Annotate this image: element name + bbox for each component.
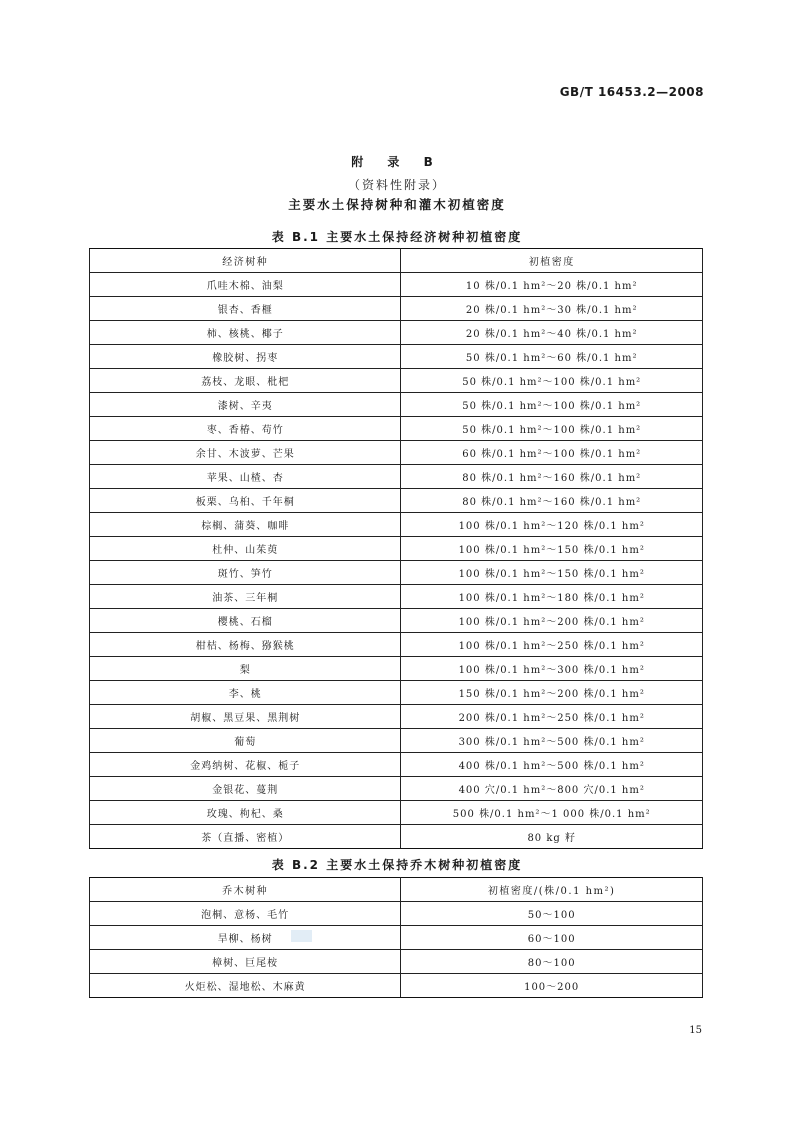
column-header-species: 乔木树种 bbox=[90, 878, 401, 902]
table-row bbox=[90, 777, 703, 801]
density-cell: 50 株/0.1 hm²～100 株/0.1 hm² bbox=[401, 393, 703, 417]
table-header-row bbox=[90, 249, 703, 273]
density-cell: 500 株/0.1 hm²～1 000 株/0.1 hm² bbox=[401, 801, 703, 825]
column-header-species: 经济树种 bbox=[90, 249, 401, 273]
species-cell: 火炬松、湿地松、木麻黄 bbox=[90, 974, 401, 998]
table-row bbox=[90, 609, 703, 633]
appendix-subtitle: （资料性附录） bbox=[347, 178, 446, 192]
species-cell: 爪哇木棉、油梨 bbox=[90, 273, 401, 297]
species-cell: 油茶、三年桐 bbox=[90, 585, 401, 609]
density-cell: 400 株/0.1 hm²～500 株/0.1 hm² bbox=[401, 753, 703, 777]
density-cell: 300 株/0.1 hm²～500 株/0.1 hm² bbox=[401, 729, 703, 753]
column-header-density: 初植密度/(株/0.1 hm²) bbox=[401, 878, 703, 902]
appendix-title: 附 录 B bbox=[351, 155, 443, 169]
density-cell: 400 穴/0.1 hm²～800 穴/0.1 hm² bbox=[401, 777, 703, 801]
arbor-tree-density-table bbox=[89, 877, 703, 998]
economic-tree-density-table bbox=[89, 248, 703, 849]
species-cell: 泡桐、意杨、毛竹 bbox=[90, 902, 401, 926]
standard-code: GB/T 16453.2—2008 bbox=[559, 85, 704, 99]
table-row bbox=[90, 297, 703, 321]
table-row bbox=[90, 753, 703, 777]
density-cell: 100 株/0.1 hm²～150 株/0.1 hm² bbox=[401, 537, 703, 561]
table-row bbox=[90, 561, 703, 585]
table-header-row bbox=[90, 878, 703, 902]
density-cell: 60～100 bbox=[401, 926, 703, 950]
table1-caption: 表 B.1 主要水土保持经济树种初植密度 bbox=[271, 230, 523, 244]
species-cell: 金鸡纳树、花椒、栀子 bbox=[90, 753, 401, 777]
species-cell: 李、桃 bbox=[90, 681, 401, 705]
table-row bbox=[90, 393, 703, 417]
species-cell: 银杏、香榧 bbox=[90, 297, 401, 321]
density-cell: 100 株/0.1 hm²～200 株/0.1 hm² bbox=[401, 609, 703, 633]
table-row bbox=[90, 369, 703, 393]
density-cell: 50 株/0.1 hm²～60 株/0.1 hm² bbox=[401, 345, 703, 369]
table-row bbox=[90, 902, 703, 926]
density-cell: 100～200 bbox=[401, 974, 703, 998]
density-cell: 150 株/0.1 hm²～200 株/0.1 hm² bbox=[401, 681, 703, 705]
table-row bbox=[90, 345, 703, 369]
density-cell: 100 株/0.1 hm²～120 株/0.1 hm² bbox=[401, 513, 703, 537]
table-row bbox=[90, 441, 703, 465]
species-cell: 橡胶树、拐枣 bbox=[90, 345, 401, 369]
page-number: 15 bbox=[689, 1025, 702, 1036]
species-cell: 余甘、木波萝、芒果 bbox=[90, 441, 401, 465]
species-cell: 枣、香椿、苟竹 bbox=[90, 417, 401, 441]
table-row bbox=[90, 633, 703, 657]
species-cell: 樟树、巨尾桉 bbox=[90, 950, 401, 974]
species-cell: 漆树、辛夷 bbox=[90, 393, 401, 417]
column-header-density: 初植密度 bbox=[401, 249, 703, 273]
density-cell: 80 株/0.1 hm²～160 株/0.1 hm² bbox=[401, 489, 703, 513]
species-cell: 斑竹、笋竹 bbox=[90, 561, 401, 585]
table-row bbox=[90, 681, 703, 705]
table-row bbox=[90, 465, 703, 489]
density-cell: 80 株/0.1 hm²～160 株/0.1 hm² bbox=[401, 465, 703, 489]
watermark-stamp bbox=[291, 930, 312, 942]
species-cell: 棕榈、蒲葵、咖啡 bbox=[90, 513, 401, 537]
table-row bbox=[90, 705, 703, 729]
density-cell: 50～100 bbox=[401, 902, 703, 926]
table2-caption: 表 B.2 主要水土保持乔木树种初植密度 bbox=[271, 858, 523, 872]
table-row bbox=[90, 825, 703, 849]
species-cell: 板栗、乌桕、千年桐 bbox=[90, 489, 401, 513]
table-row bbox=[90, 801, 703, 825]
table-row bbox=[90, 489, 703, 513]
table-row bbox=[90, 417, 703, 441]
table-row bbox=[90, 273, 703, 297]
species-cell: 旱柳、杨树 bbox=[90, 926, 401, 950]
species-cell: 樱桃、石榴 bbox=[90, 609, 401, 633]
species-cell: 柑桔、杨梅、猕猴桃 bbox=[90, 633, 401, 657]
density-cell: 50 株/0.1 hm²～100 株/0.1 hm² bbox=[401, 369, 703, 393]
species-cell: 玫瑰、枸杞、桑 bbox=[90, 801, 401, 825]
table-row bbox=[90, 321, 703, 345]
species-cell: 苹果、山楂、杏 bbox=[90, 465, 401, 489]
density-cell: 100 株/0.1 hm²～180 株/0.1 hm² bbox=[401, 585, 703, 609]
table-row bbox=[90, 729, 703, 753]
appendix-main-title: 主要水土保持树种和灌木初植密度 bbox=[288, 197, 506, 212]
table-row bbox=[90, 537, 703, 561]
table-row bbox=[90, 974, 703, 998]
density-cell: 10 株/0.1 hm²～20 株/0.1 hm² bbox=[401, 273, 703, 297]
table-row bbox=[90, 585, 703, 609]
density-cell: 60 株/0.1 hm²～100 株/0.1 hm² bbox=[401, 441, 703, 465]
species-cell: 葡萄 bbox=[90, 729, 401, 753]
species-cell: 胡椒、黑豆果、黑荆树 bbox=[90, 705, 401, 729]
table-row bbox=[90, 950, 703, 974]
density-cell: 50 株/0.1 hm²～100 株/0.1 hm² bbox=[401, 417, 703, 441]
table-row bbox=[90, 926, 703, 950]
table-row bbox=[90, 513, 703, 537]
density-cell: 100 株/0.1 hm²～250 株/0.1 hm² bbox=[401, 633, 703, 657]
species-cell: 金银花、蔓荆 bbox=[90, 777, 401, 801]
species-cell: 荔枝、龙眼、枇杷 bbox=[90, 369, 401, 393]
density-cell: 100 株/0.1 hm²～150 株/0.1 hm² bbox=[401, 561, 703, 585]
species-cell: 杜仲、山茱萸 bbox=[90, 537, 401, 561]
density-cell: 100 株/0.1 hm²～300 株/0.1 hm² bbox=[401, 657, 703, 681]
density-cell: 20 株/0.1 hm²～40 株/0.1 hm² bbox=[401, 321, 703, 345]
species-cell: 茶（直播、密植） bbox=[90, 825, 401, 849]
species-cell: 柿、核桃、椰子 bbox=[90, 321, 401, 345]
density-cell: 200 株/0.1 hm²～250 株/0.1 hm² bbox=[401, 705, 703, 729]
table-row bbox=[90, 657, 703, 681]
density-cell: 20 株/0.1 hm²～30 株/0.1 hm² bbox=[401, 297, 703, 321]
species-cell: 梨 bbox=[90, 657, 401, 681]
density-cell: 80 kg 籽 bbox=[401, 825, 703, 849]
density-cell: 80～100 bbox=[401, 950, 703, 974]
